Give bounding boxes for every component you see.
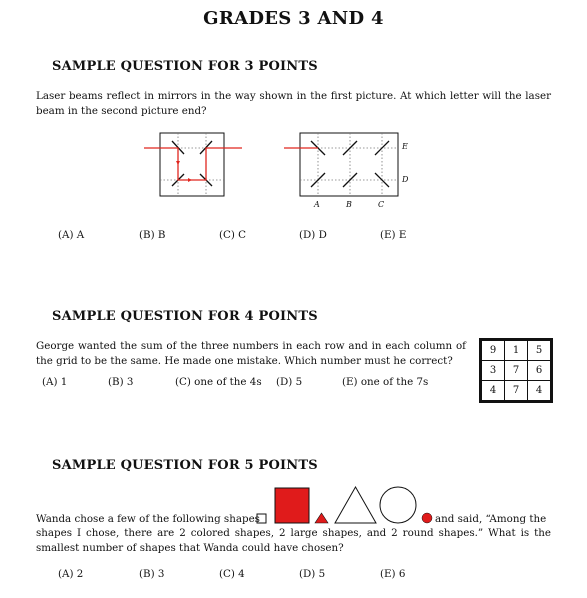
small-square-shape [257,514,266,523]
label-e: E [402,142,408,151]
large-circle-shape [380,487,416,523]
page-title: GRADES 3 AND 4 [203,8,384,29]
q3-option-c[interactable]: (C) C [219,229,247,241]
q5-heading: SAMPLE QUESTION FOR 5 POINTS [52,458,318,473]
grid-cell: 4 [528,381,551,401]
q5-option-a[interactable]: (A) 2 [58,568,84,580]
label-b: B [346,200,352,209]
small-red-triangle-shape [315,513,328,523]
q4-option-b[interactable]: (B) 3 [108,376,134,388]
q3-option-d[interactable]: (D) D [299,229,327,241]
q5-option-d[interactable]: (D) 5 [299,568,326,580]
q4-heading: SAMPLE QUESTION FOR 4 POINTS [52,309,318,324]
q3-option-b[interactable]: (B) B [139,229,166,241]
q4-text: George wanted the sum of the three numbers in each row and in each column of the grid to be the same. He made one mistake. Which number must he correct? [36,340,466,367]
grid-cell: 7 [505,381,528,401]
large-triangle-shape [335,487,376,523]
q4-option-e[interactable]: (E) one of the 7s [342,376,429,388]
q5-text-start: Wanda chose a few of the following shapes [36,513,260,525]
grid-cell: 9 [482,341,505,361]
q4-option-a[interactable]: (A) 1 [42,376,68,388]
q5-text-rest: shapes I chose, there are 2 colored shapes, 2 large shapes, and 2 round shapes.” What is the smallest number of shapes that Wanda could have chosen? [36,527,551,554]
q3-text: Laser beams reflect in mirrors in the way shown in the first picture. At which letter will the laser beam in the second picture end? [36,90,551,117]
label-a: A [314,200,320,209]
q5-option-e[interactable]: (E) 6 [380,568,406,580]
shapes-row [255,484,435,526]
laser-picture-1 [140,128,250,200]
label-c: C [378,200,385,209]
q5-text-end: and said, “Among the [435,513,547,525]
q5-option-c[interactable]: (C) 4 [219,568,245,580]
q3-heading: SAMPLE QUESTION FOR 3 POINTS [52,59,318,74]
q5-option-b[interactable]: (B) 3 [139,568,165,580]
q4-option-d[interactable]: (D) 5 [276,376,303,388]
label-d: D [402,175,409,184]
number-grid [479,338,553,403]
small-red-circle-shape [422,513,432,523]
grid-cell: 6 [528,361,551,381]
q3-option-a[interactable]: (A) A [58,229,85,241]
large-red-square-shape [275,488,309,523]
grid-cell: 1 [505,341,528,361]
grid-cell: 4 [482,381,505,401]
grid-cell: 3 [482,361,505,381]
grid-cell: 5 [528,341,551,361]
grid-cell: 7 [505,361,528,381]
q3-option-e[interactable]: (E) E [380,229,407,241]
q4-option-c[interactable]: (C) one of the 4s [175,376,262,388]
